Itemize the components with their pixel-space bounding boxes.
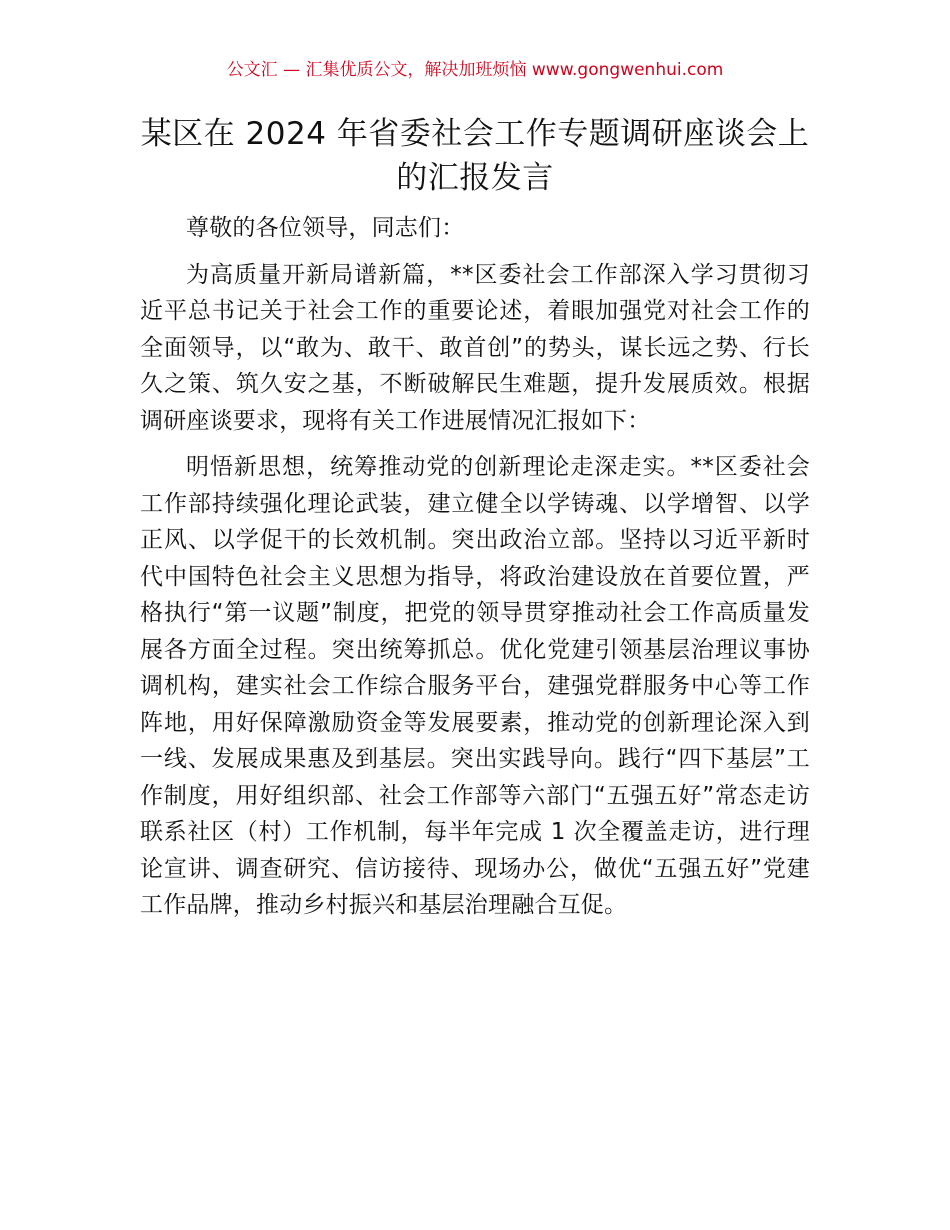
paragraph-theory: 明悟新思想，统筹推动党的创新理论走深走实。**区委社会工作部持续强化理论武装，建立健全以学铸魂、以学增智、以学正风、以学促干的长效机制。突出政治立部。坚持以习近平新时代中国特色社会主义思想为指导，将政治建设放在首要位置，严格执行“第一议题”制度，把党的领导贯穿推动社会工作高质量发展各方面全过程。突出统筹抓总。优化党建引领基层治理议事协调机构，建实社会工作综合服务平台，建强党群服务中心等工作阵地，用好保障激励资金等发展要素，推动党的创新理论深入到一线、发展成果惠及到基层。突出实践导向。践行“四下基层”工作制度，用好组织部、社会工作部等六部门“五强五好”常态走访联系社区（村）工作机制，每半年完成 1 次全覆盖走访，进行理论宣讲、调查研究、信访接待、现场办公，做优“五强五好”党建工作品牌，推动乡村振兴和基层治理融合互促。	[140, 454, 810, 918]
document-title	[140, 112, 810, 200]
title-line-1: 某区在 2024 年省委社会工作专题调研座谈会上	[140, 116, 810, 152]
title-line-2: 的汇报发言	[396, 160, 554, 196]
site-banner: 公文汇 — 汇集优质公文，解决加班烦恼 www.gongwenhui.com	[226, 60, 724, 80]
paragraph-intro: 为高质量开新局谱新篇，**区委社会工作部深入学习贯彻习近平总书记关于社会工作的重要论述，着眼加强党对社会工作的全面领导，以“敢为、敢干、敢首创”的势头，谋长远之势、行长久之策、筑久安之基，不断破解民生难题，提升发展质效。根据调研座谈要求，现将有关工作进展情况汇报如下：	[140, 261, 810, 434]
document-page	[140, 112, 810, 924]
salutation: 尊敬的各位领导，同志们：	[186, 215, 465, 241]
